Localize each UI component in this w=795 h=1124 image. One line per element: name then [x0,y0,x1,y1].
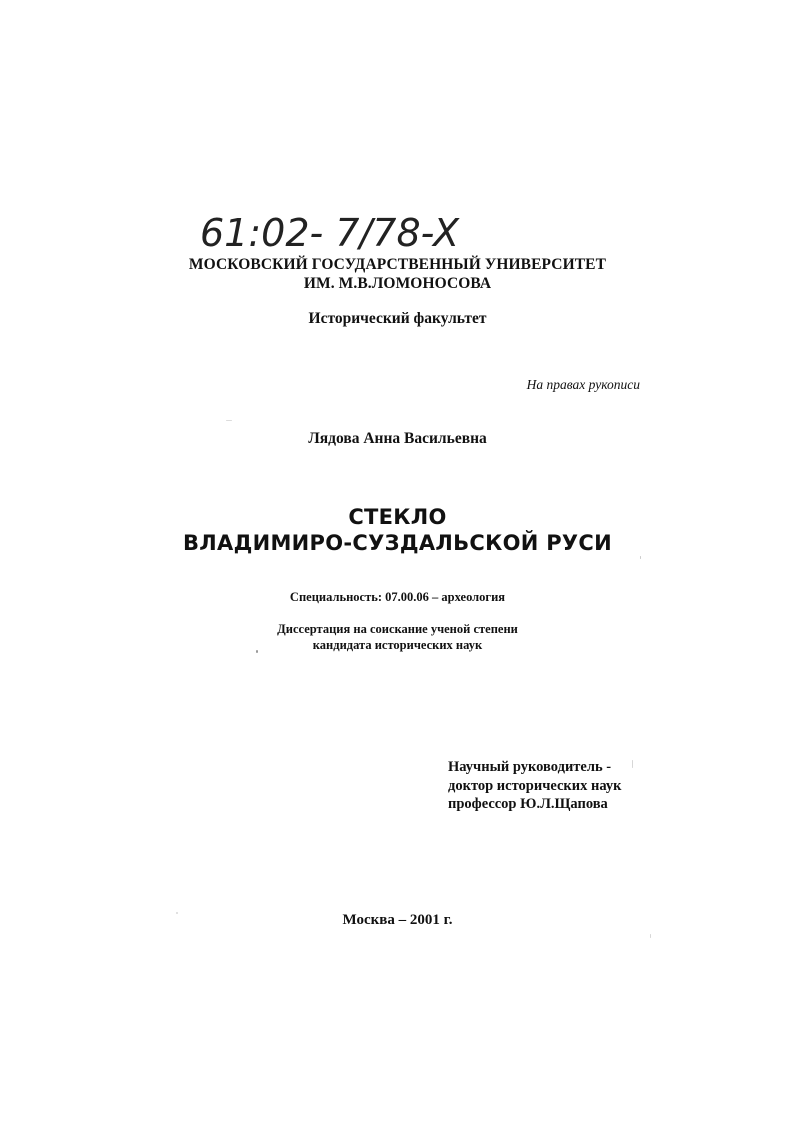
university-line-2: ИМ. М.В.ЛОМОНОСОВА [303,275,492,292]
rights-note [440,377,640,393]
supervisor-line-1: Научный руководитель - [448,759,612,775]
author-name: Лядова Анна Васильевна [308,430,487,447]
handwritten-catalog-code [196,208,496,258]
dissertation-line-1: Диссертация на соискание ученой степени [277,622,518,636]
title-line-2: ВЛАДИМИРО-СУЗДАЛЬСКОЙ РУСИ [182,531,613,555]
handwritten-code-svg [196,208,496,258]
university-line-1: МОСКОВСКИЙ ГОСУДАРСТВЕННЫЙ УНИВЕРСИТЕТ [188,256,607,273]
supervisor-line-2: доктор исторических наук [448,777,622,794]
dissertation-line-2: кандидата исторических наук [312,638,483,652]
specialty-line: Специальность: 07.00.06 – археология [289,590,506,604]
title-line-1: СТЕКЛО [348,505,447,529]
scan-speck [176,912,178,914]
scan-speck [650,934,651,938]
rights-note-text: На правах рукописи [526,377,640,392]
dissertation-title [0,504,795,556]
scientific-supervisor [448,758,648,814]
city-year: Москва – 2001 г. [342,912,453,928]
scan-speck [226,420,232,421]
faculty-name: Исторический факультет [308,310,487,327]
scan-speck [640,556,641,559]
dissertation-degree [0,621,795,653]
supervisor-line-3: профессор Ю.Л.Щапова [448,796,608,812]
scan-speck [256,650,258,653]
handwritten-code-text: 61:02- 7/78-X [200,211,460,255]
university-name [0,255,795,293]
scan-speck [632,760,633,768]
